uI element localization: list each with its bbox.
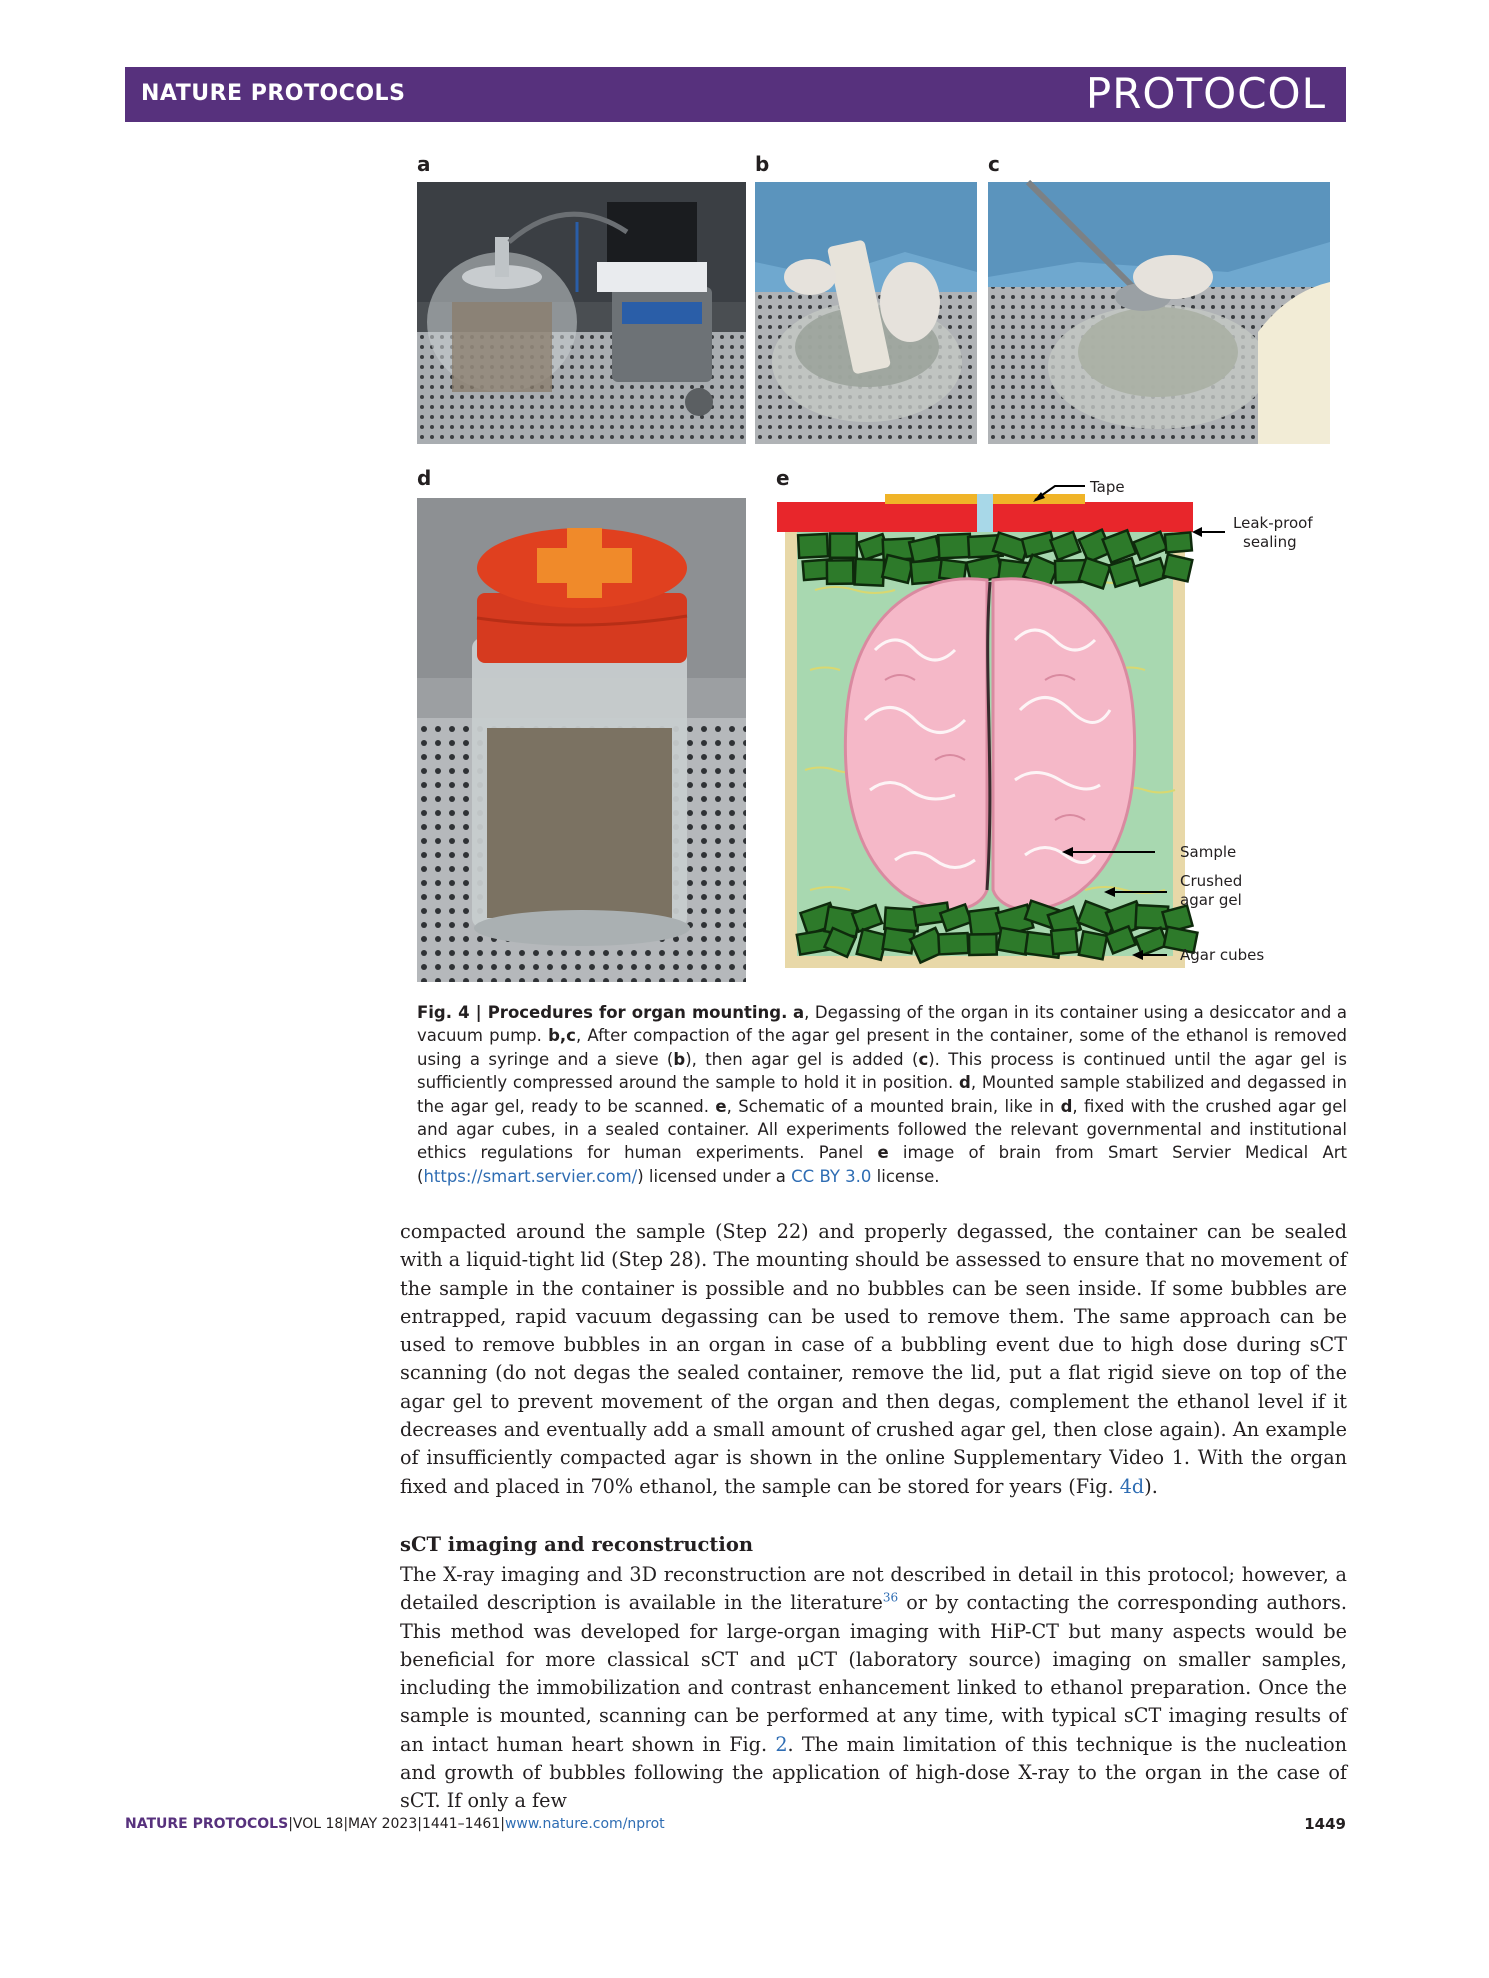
para1-text: compacted around the sample (Step 22) and properly degassed, the container can be sealed with a liquid-tight lid (Step 28). The mounting should be assessed to ensure that no movement of the sample in the container is possible and no bubbles can be seen inside. If some bubbles are entrapped, rapid vacuum degassing can be used to remove them. The same approach can be used to remove bubbles in an organ in case of a bubbling event due to high dose during sCT scanning (do not degas the sealed container, remove the lid, put a flat rigid sieve on top of the agar gel to prevent movement of the organ and then degas, complement the ethanol level if it decreases and eventually add a small amount of crushed agar gel, then close again). An example of insufficiently compacted agar is shown in the online Supplementary Video 1. With the organ fixed and placed in 70% ethanol, the sample can be stored for years (Fig.	[400, 1220, 1347, 1498]
caption-tag-e: e	[715, 1096, 727, 1116]
para2-text-b: or by contacting the corresponding authors. This method was developed for large-organ imaging with HiP-CT but many aspects would be beneficial for more classical sCT and μCT (laboratory source) imaging on smaller samples, including the immobilization and contrast enhancement linked to ethanol preparation. Once the sample is mounted, scanning can be performed at any time, with typical sCT imaging results of an intact human heart shown in Fig.	[400, 1591, 1347, 1756]
photo-desiccator-pump	[417, 182, 746, 444]
photo-mounted-container	[417, 498, 746, 982]
panel-label-e: e	[776, 466, 790, 490]
journal-name: NATURE PROTOCOLS	[141, 81, 406, 106]
caption-text-bc2: ), then agar gel is added (	[685, 1049, 919, 1069]
footer-journal: NATURE PROTOCOLS	[125, 1816, 289, 1832]
caption-text-bc3: ). This process is continued until the agar gel is sufficiently compressed around the sample to hold it in position.	[417, 1049, 1347, 1093]
agar-cube	[909, 536, 941, 562]
agar-cube	[938, 534, 971, 559]
crushed-label-line2: agar gel	[1180, 891, 1242, 909]
caption-tag-c: c	[918, 1049, 929, 1069]
panel-label-d: d	[417, 466, 432, 490]
caption-tag-bc: b,c	[548, 1026, 576, 1046]
caption-text-e4: ) licensed under a	[637, 1166, 792, 1186]
journal-header-bar	[125, 67, 1346, 122]
caption-text-d: , Mounted sample stabilized and degassed in the agar gel, ready to be scanned.	[417, 1073, 1347, 1116]
panel-label-b: b	[755, 152, 770, 176]
leak-proof-label-line2: sealing	[1243, 533, 1297, 551]
footer-sep: |	[343, 1816, 349, 1832]
photo-adding-agar	[988, 182, 1330, 444]
panel-label-c: c	[988, 152, 1000, 176]
fig4d-ref-link[interactable]: 4d	[1119, 1474, 1145, 1498]
caption-text-e5: license.	[871, 1166, 940, 1186]
mounting-schematic	[755, 470, 1313, 990]
body-paragraph-1	[400, 1218, 1347, 1501]
para2-text-a: The X-ray imaging and 3D reconstruction are not described in detail in this protocol; however, a detailed description is available in the literature	[400, 1563, 1347, 1615]
caption-text-a: , Degassing of the organ in its container using a desiccator and a vacuum pump.	[417, 1003, 1347, 1046]
agar-cube	[798, 534, 828, 558]
footer-sep: |	[500, 1816, 505, 1832]
citation-36-link[interactable]: 36	[882, 1590, 899, 1605]
caption-tag-a: a	[792, 1003, 805, 1022]
page-number: 1449	[1304, 1815, 1346, 1833]
footer-date: MAY 2023	[348, 1816, 418, 1832]
sample-label: Sample	[1180, 843, 1237, 861]
caption-tag-b: b	[673, 1049, 686, 1069]
agar-cube	[1051, 929, 1078, 955]
agar-cube	[1163, 554, 1192, 581]
footer-pages: 1441–1461	[421, 1816, 501, 1832]
para1-tail: ).	[1144, 1474, 1158, 1498]
caption-tag-d: d	[959, 1073, 971, 1093]
agar-cube	[855, 559, 885, 586]
agar-cube	[882, 555, 913, 583]
license-link[interactable]: CC BY 3.0	[791, 1166, 872, 1186]
caption-text-e3: image of brain from Smart Servier Medical Art (	[417, 1143, 1347, 1186]
caption-text-e2: , fixed with the crushed agar gel and agar cubes, in a sealed container. All experiments followed the relevant governmental and institutional ethics regulations for human experiments. Panel	[417, 1096, 1348, 1163]
para2-text-c: . The main limitation of this technique is the nucleation and growth of bubbles following the application of high-dose X-ray to the organ in the case of sCT. If only a few	[400, 1732, 1348, 1813]
article-type: PROTOCOL	[1085, 69, 1326, 118]
panel-label-a: a	[417, 152, 431, 176]
fig2-ref-link[interactable]: 2	[775, 1732, 788, 1756]
caption-tag-e2: e	[877, 1143, 889, 1163]
leak-proof-label-line1: Leak-proof	[1233, 514, 1313, 532]
agar-cube	[1079, 931, 1107, 959]
tape-label: Tape	[1090, 478, 1125, 496]
page-footer	[125, 1816, 665, 1832]
agar-cube	[827, 560, 854, 584]
figure-caption	[417, 1001, 1347, 1188]
agar-cube	[1165, 532, 1192, 552]
caption-fig-label: Fig. 4 | Procedures for organ mounting.	[417, 1003, 788, 1022]
body-paragraph-2	[400, 1561, 1347, 1816]
servier-link[interactable]: https://smart.servier.com/	[423, 1166, 638, 1186]
agar-cubes-label: Agar cubes	[1180, 946, 1265, 964]
agar-cube	[938, 933, 968, 954]
caption-tag-e-d: d	[1060, 1096, 1073, 1116]
agar-cube	[830, 533, 857, 557]
footer-volume: VOL 18	[292, 1816, 344, 1832]
crushed-label-line1: Crushed	[1180, 872, 1243, 890]
footer-sep: |	[417, 1816, 422, 1832]
caption-text-e1: , Schematic of a mounted brain, like in	[726, 1096, 1061, 1116]
label-leak-proof	[1192, 514, 1313, 551]
photo-syringe-sieve	[755, 182, 977, 444]
footer-url-link[interactable]: www.nature.com/nprot	[504, 1816, 665, 1832]
footer-sep: |	[288, 1816, 293, 1832]
section-heading: sCT imaging and reconstruction	[400, 1533, 753, 1556]
agar-cube	[969, 934, 997, 955]
caption-text-bc1: , After compaction of the agar gel present in the container, some of the ethanol is removed using a syringe and a sieve (	[417, 1026, 1347, 1069]
